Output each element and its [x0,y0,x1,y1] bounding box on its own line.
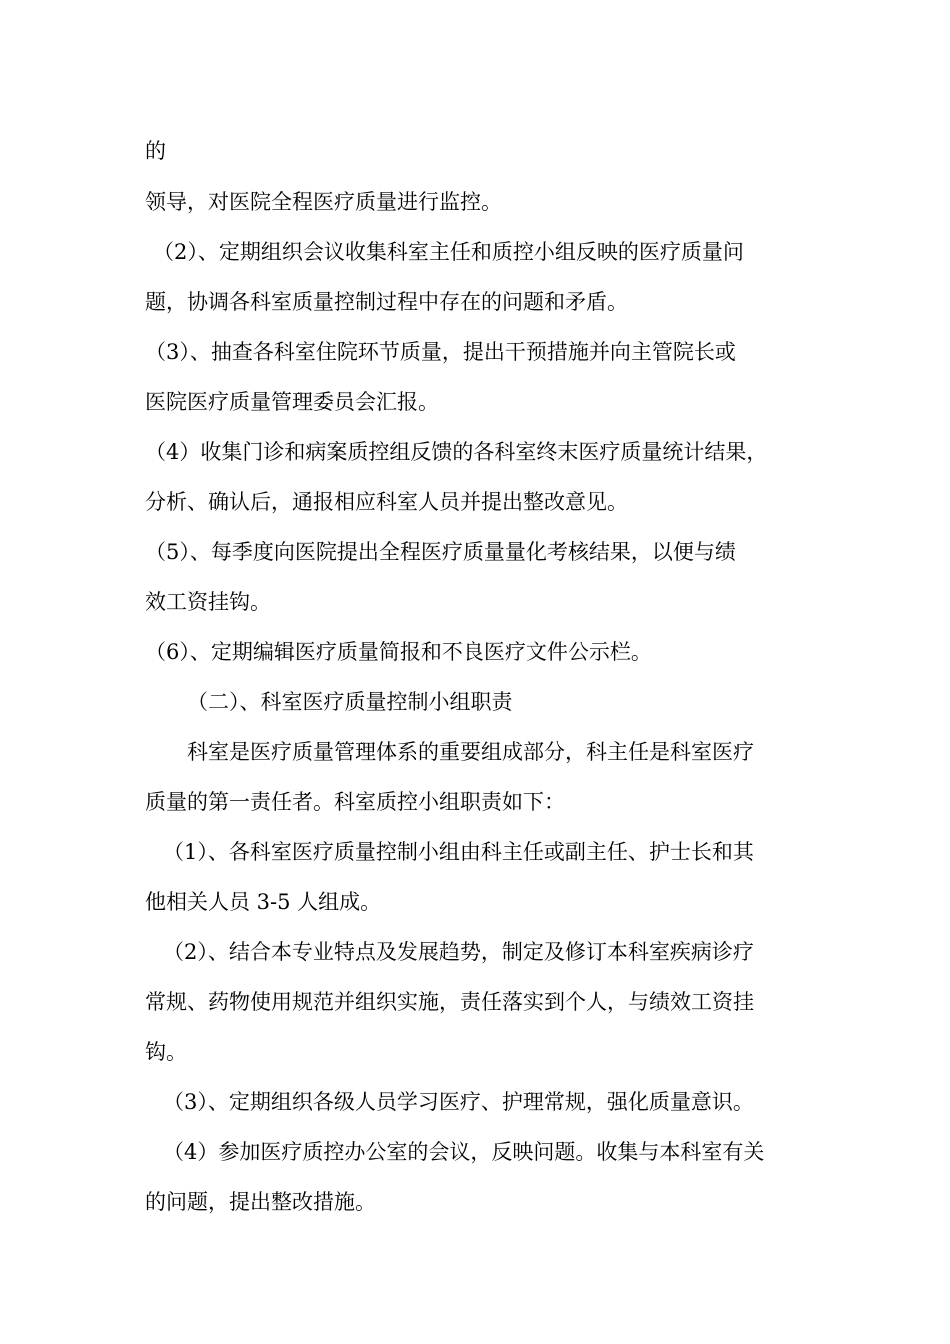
text-line: 常规、药物使用规范并组织实施，责任落实到个人，与绩效工资挂 [145,990,754,1014]
text-line: 效工资挂钩。 [145,590,271,614]
text-line: 领导，对医院全程医疗质量进行监控。 [145,190,502,214]
text-line: 科室是医疗质量管理体系的重要组成部分，科主任是科室医疗 [187,740,754,764]
text-line: 医院医疗质量管理委员会汇报。 [145,390,439,414]
text-line: （4）收集门诊和病案质控组反馈的各科室终末医疗质量统计结果， [145,440,768,464]
text-line: 的 [145,139,166,163]
text-line: （3）、定期组织各级人员学习医疗、护理常规，强化质量意识。 [163,1090,754,1114]
text-line: 的问题，提出整改措施。 [145,1190,376,1214]
text-line: （3）、抽查各科室住院环节质量，提出干预措施并向主管院长或 [145,340,736,364]
text-line: 分析、确认后，通报相应科室人员并提出整改意见。 [145,490,628,514]
text-line: （4）参加医疗质控办公室的会议，反映问题。收集与本科室有关 [163,1140,765,1164]
section-heading: （二）、科室医疗质量控制小组职责 [187,690,513,714]
text-line: 钩。 [145,1040,187,1064]
text-line: （6）、定期编辑医疗质量简报和不良医疗文件公示栏。 [145,640,652,664]
text-line: 质量的第一责任者。科室质控小组职责如下： [145,790,565,814]
text-line: （1）、各科室医疗质量控制小组由科主任或副主任、护士长和其 [163,840,754,864]
text-line: （2）、结合本专业特点及发展趋势，制定及修订本科室疾病诊疗 [163,940,754,964]
text-line: （2）、定期组织会议收集科室主任和质控小组反映的医疗质量问 [153,240,744,264]
text-line: 他相关人员 3-5 人组成。 [145,890,382,914]
text-line: （5）、每季度向医院提出全程医疗质量量化考核结果，以便与绩 [145,540,736,564]
text-line: 题，协调各科室质量控制过程中存在的问题和矛盾。 [145,290,628,314]
